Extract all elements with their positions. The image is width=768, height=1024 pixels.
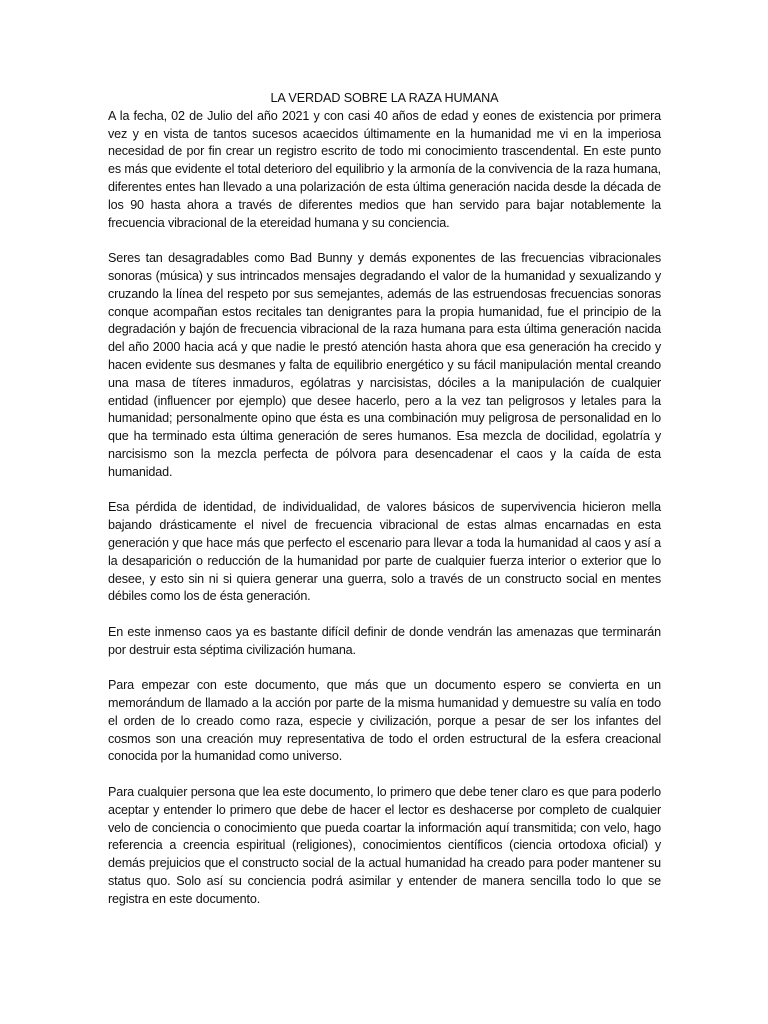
paragraph-4: En este inmenso caos ya es bastante difícil definir de donde vendrán las amenazas que terminarán por destruir esta séptima civilización humana. bbox=[108, 624, 661, 657]
document-title: LA VERDAD SOBRE LA RAZA HUMANA bbox=[270, 91, 499, 105]
document-page bbox=[108, 90, 661, 926]
paragraph-5: Para empezar con este documento, que más que un documento espero se convierta en un memorándum de llamado a la acción por parte de la misma humanidad y demuestre su valía en todo el orden de lo creado como raza, especie y civilización, porque a pesar de ser los infantes del cosmos son una creación muy representativa de todo el orden estructural de la esfera creacional conocida por la humanidad como universo. bbox=[108, 678, 661, 764]
paragraph-2: Seres tan desagradables como Bad Bunny y demás exponentes de las frecuencias vibracionales sonoras (música) y sus intrincados mensajes degradando el valor de la humanidad y sexualizando y cruzando la línea del respeto por sus semejantes, además de las estruendosas frecuencias sonoras conque acompañan estos recitales tan denigrantes para la propia humanidad, fue el principio de la degradación y bajón de frecuencia vibracional de la raza humana para esta última generación nacida del año 2000 hacia acá y que nadie le prestó atención hasta ahora que esa generación ha crecido y hacen evidente sus desmanes y falta de equilibrio energético y su fácil manipulación mental creando una masa de títeres inmaduros, ególatras y narcisistas, dóciles a la manipulación de cualquier entidad (influencer por ejemplo) que desee hacerlo, pero a la vez tan peligrosos y letales para la humanidad; personalmente opino que ésta es una combinación muy peligrosa de personalidad en lo que ha terminado esta última generación de seres humanos. Esa mezcla de docilidad, egolatría y narcisismo son la mezcla perfecta de pólvora para desencadenar el caos y la caída de esta humanidad. bbox=[108, 251, 661, 479]
paragraph-6: Para cualquier persona que lea este documento, lo primero que debe tener claro es que para poderlo aceptar y entender lo primero que debe de hacer el lector es deshacerse por completo de cualquier velo de conciencia o conocimiento que pueda coartar la información aquí transmitida; con velo, hago referencia a creencia espiritual (religiones), conocimientos científicos (ciencia ortodoxa oficial) y demás prejuicios que el constructo social de la actual humanidad ha creado para poder mantener su status quo. Solo así su conciencia podrá asimilar y entender de manera sencilla todo lo que se registra en este documento. bbox=[108, 785, 661, 906]
paragraph-3: Esa pérdida de identidad, de individualidad, de valores básicos de supervivencia hicieron mella bajando drásticamente el nivel de frecuencia vibracional de estas almas encarnadas en esta generación y que hace más que perfecto el escenario para llevar a toda la humanidad al caos y así a la desaparición o reducción de la humanidad por parte de cualquier fuerza interior o exterior que lo desee, y esto sin ni si quiera generar una guerra, solo a través de un constructo social en mentes débiles como los de ésta generación. bbox=[108, 500, 661, 604]
paragraph-1: A la fecha, 02 de Julio del año 2021 y con casi 40 años de edad y eones de existencia por primera vez y en vista de tantos sucesos acaecidos últimamente en la humanidad me vi en la imperiosa necesidad de por fin crear un registro escrito de todo mi conocimiento trascendental. En este punto es más que evidente el total deterioro del equilibrio y la armonía de la convivencia de la raza humana, diferentes entes han llevado a una polarización de esta última generación nacida desde la década de los 90 hasta ahora a través de diferentes medios que han servido para bajar notablemente la frecuencia vibracional de la etereidad humana y su conciencia. bbox=[108, 108, 662, 230]
